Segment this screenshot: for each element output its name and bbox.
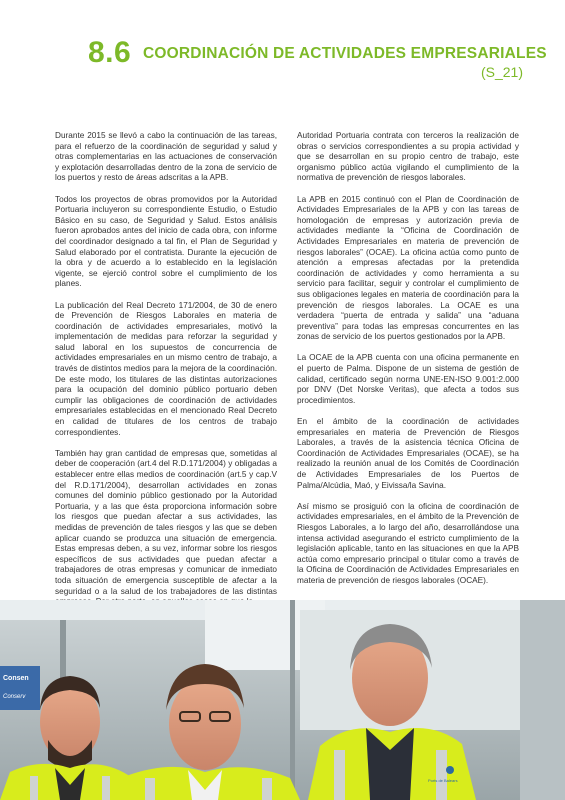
paragraph: Así mismo se prosiguió con la oficina de coordinación de actividades empresariales, en el ámbito de la Prevención de Riesgos Laborales, a lo largo del año, desarrollándose una intensa actividad asegurando el estricto cumplimiento de la legislación aplicable, tanto en las situaciones en que la APB actúa como empresario principal o titular como a través de la Oficina de Coordinación de Actividades Empresariales en materia de prevención de riesgos laborales (OCAE). <box>297 501 519 585</box>
paragraph: Todos los proyectos de obras promovidos por la Autoridad Portuaria incluyeron su correspondiente Estudio, o Estudio Básico en su caso, de Seguridad y Salud. Estos análisis fueron aprobados antes del inicio de cada obra, con informe del coordinador designado a tal fin, el Plan de Seguridad y Salud elaborado por el contratista. Durante la ejecución de la obra y de acuerdo a lo establecido en la legislación vigente, se ejerció control sobre el cumplimiento de los planes. <box>55 194 277 289</box>
left-text-column <box>55 131 277 618</box>
office-sign <box>0 666 40 710</box>
paragraph: También hay gran cantidad de empresas que, sometidas al deber de cooperación (art.4 del R.D.171/2004) y obligadas a establecer entre ellas medios de coordinación (art.5 y cap.V del R.D.171/2004), desarrollan actividades en zonas comunes del dominio público gestionado por la Autoridad Portuaria, y a las que ésta proporciona información sobre los riesgos que puedan afectar a sus actividades, las medidas de prevención de tales riesgos y las que se deben aplicar cuando se produzca una situación de emergencia. Estas empresas deben, a su vez, informar sobre los riesgos específicos de sus actividades que puedan afectar a trabajadores de otras empresas y comunicar de inmediato toda situación de emergencia susceptible de afectar a la seguridad o a la salud de los trabajadores de las distintas <box>55 448 277 596</box>
paragraph: En el ámbito de la coordinación de actividades empresariales en materia de Prevención de Riesgos Laborales, a través de la asistencia técnica Oficina de Coordinación de Actividades Empresariales (OCAE), se ha realizado la reunión anual de los Comités de Coordinación de Actividades Empresariales de los Puertos de Palma/Alcúdia, Maó, y Eivissa/la Savina. <box>297 417 519 490</box>
section-number: 8.6 <box>88 36 132 69</box>
vest-logo-text: Ports de Balears <box>428 778 458 783</box>
paragraph: Autoridad Portuaria contrata con terceros la realización de obras o servicios correspondientes a su propia actividad y que se desarrollan en su propio centro de trabajo, este organismo público actúa vigilando el cumplimiento de la normativa de prevención de riesgos laborales. <box>297 131 519 183</box>
section-code: (S_21) <box>480 64 523 80</box>
paragraph: La OCAE de la APB cuenta con una oficina permanente en el puerto de Palma. Dispone de un sistema de gestión de calidad, certificado según norma UNE-EN-ISO 9.001:2.000 por DNV (Det Norske Veritas), que afecta a todos sus procedimientos. <box>297 353 519 405</box>
paragraph: Durante 2015 se llevó a cabo la continuación de las tareas, para el refuerzo de la coordinación de seguridad y salud y otras complementarias en las actuaciones de conservación y explotación desarrolladas dentro de la zona de servicio de los puertos y resto de áreas adscritas a la APB. <box>55 131 277 183</box>
office-sign-text: Conserv <box>3 694 26 700</box>
paragraph: La publicación del Real Decreto 171/2004, de 30 de enero de Prevención de Riesgos Laborales en materia de coordinación de actividades empresariales, motivó la implementación de medidas para reforzar la seguridad y salud laboral en los supuestos de concurrencia de actividades empresariales en un mismo centro de trabajo, a través de distintos medios para la mejora de la coordinación. De este modo, los titulares de las distintas autorizaciones para la ocupación del dominio público portuario deben cumplir las obligaciones de coordinación de actividades empresariales establecidas en el mencionado Real Decreto en calidad de titulares de los centros de trabajo correspondientes. <box>55 300 277 437</box>
section-title: COORDINACIÓN DE ACTIVIDADES EMPRESARIALES <box>143 45 547 62</box>
right-text-column <box>297 131 519 597</box>
page-header <box>0 0 565 90</box>
office-sign-text: Consen <box>3 675 29 682</box>
group-photo <box>0 600 565 800</box>
photo-illustration <box>0 600 565 800</box>
paragraph: La APB en 2015 continuó con el Plan de Coordinación de Actividades Empresariales de la APB y con las tareas de homologación de empresas y autorización previa de actividades mediante la “Oficina de Coordinación de Actividades Empresariales en materia de prevención de riesgos laborales” (OCAE). La oficina actúa como punto de atención a empresas afectadas por la pretendida coordinación de actividades y como herramienta a su servicio para facilitar, seguir y controlar el cumplimiento de sus obligaciones legales en materia de coordinación para la prevención de riesgos laborales. La OCAE es una verdadera “puerta de entrada y salida” una “aduana preventiva” para todas las empresas concurrentes en las zonas de servicio de los puertos gestionados por la APB. <box>297 194 519 342</box>
